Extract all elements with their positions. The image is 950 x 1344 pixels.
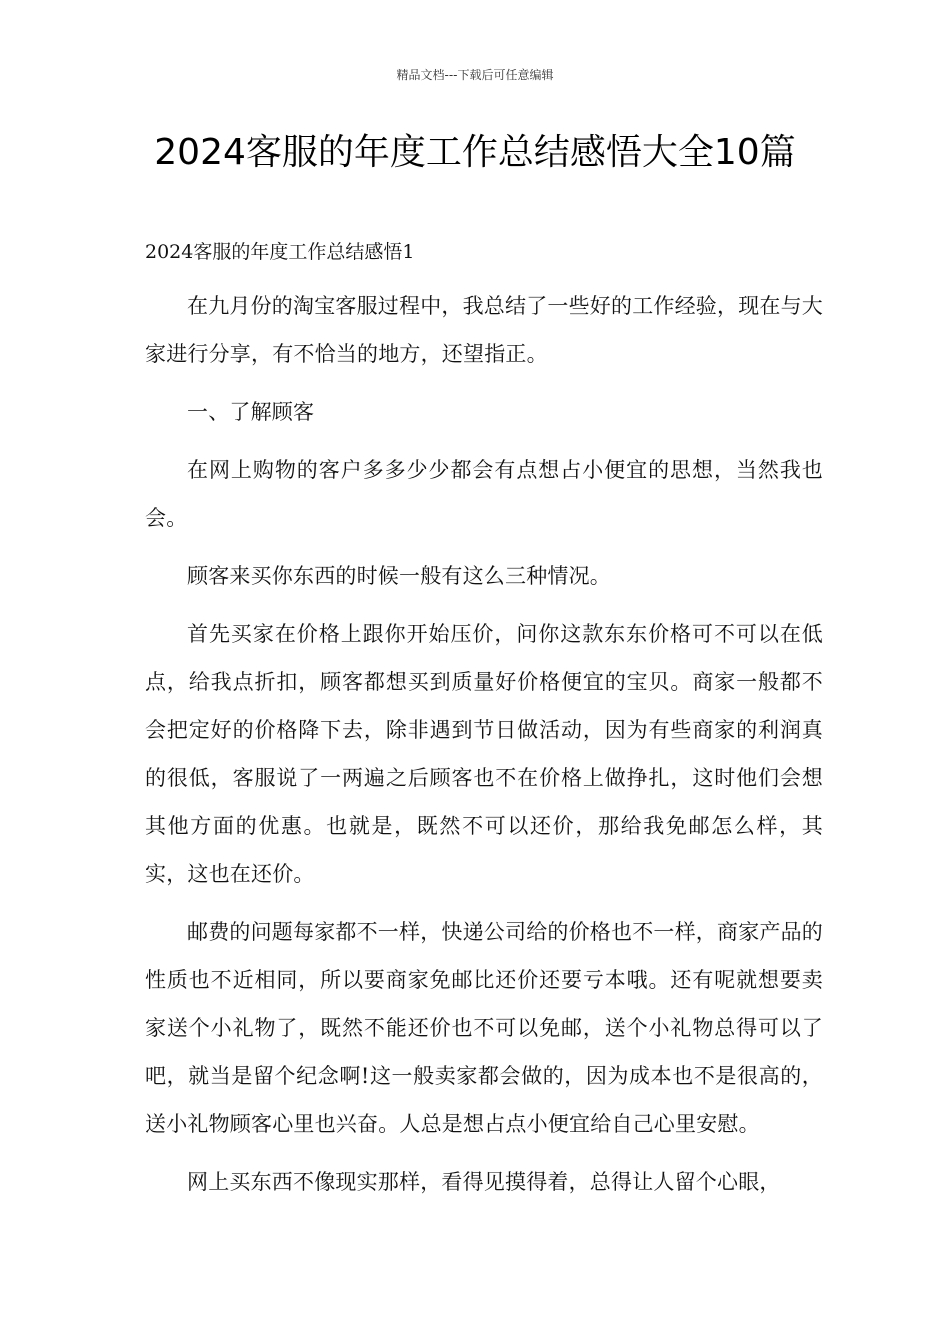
paragraph: 顾客来买你东西的时候一般有这么三种情况。 xyxy=(187,564,611,588)
paragraph: 邮费的问题每家都不一样，快递公司给的价格也不一样，商家产品的性质也不近相同，所以要商家免邮比还价还要亏本哦。还有呢就想要卖家送个小礼物了，既然不能还价也不可以免邮，送个小礼物总得可以了吧，就当是留个纪念啊!这一般卖家都会做的，因为成本也不是很高的，送小礼物顾客心里也兴奋。人总是想占点小便宜给自己心里安慰。 xyxy=(145,920,823,1136)
section-heading: 2024客服的年度工作总结感悟1 xyxy=(145,241,415,263)
paragraph: 首先买家在价格上跟你开始压价，问你这款东东价格可不可以在低点，给我点折扣，顾客都想买到质量好价格便宜的宝贝。商家一般都不会把定好的价格降下去，除非遇到节日做活动，因为有些商家的利润真的很低，客服说了一两遍之后顾客也不在价格上做挣扎，这时他们会想其他方面的优惠。也就是，既然不可以还价，那给我免邮怎么样，其实，这也在还价。 xyxy=(145,622,823,886)
header-note: 精品文档---下载后可任意编辑 xyxy=(396,68,554,82)
paragraph: 网上买东西不像现实那样，看得见摸得着，总得让人留个心眼， xyxy=(187,1170,781,1194)
document-body xyxy=(145,282,823,1216)
paragraph: 在九月份的淘宝客服过程中，我总结了一些好的工作经验，现在与大家进行分享，有不恰当的地方，还望指正。 xyxy=(145,294,823,366)
document-title: 2024客服的年度工作总结感悟大全10篇 xyxy=(154,132,796,173)
paragraph: 在网上购物的客户多多少少都会有点想占小便宜的思想，当然我也会。 xyxy=(145,458,823,530)
subheading: 一、了解顾客 xyxy=(187,400,315,424)
